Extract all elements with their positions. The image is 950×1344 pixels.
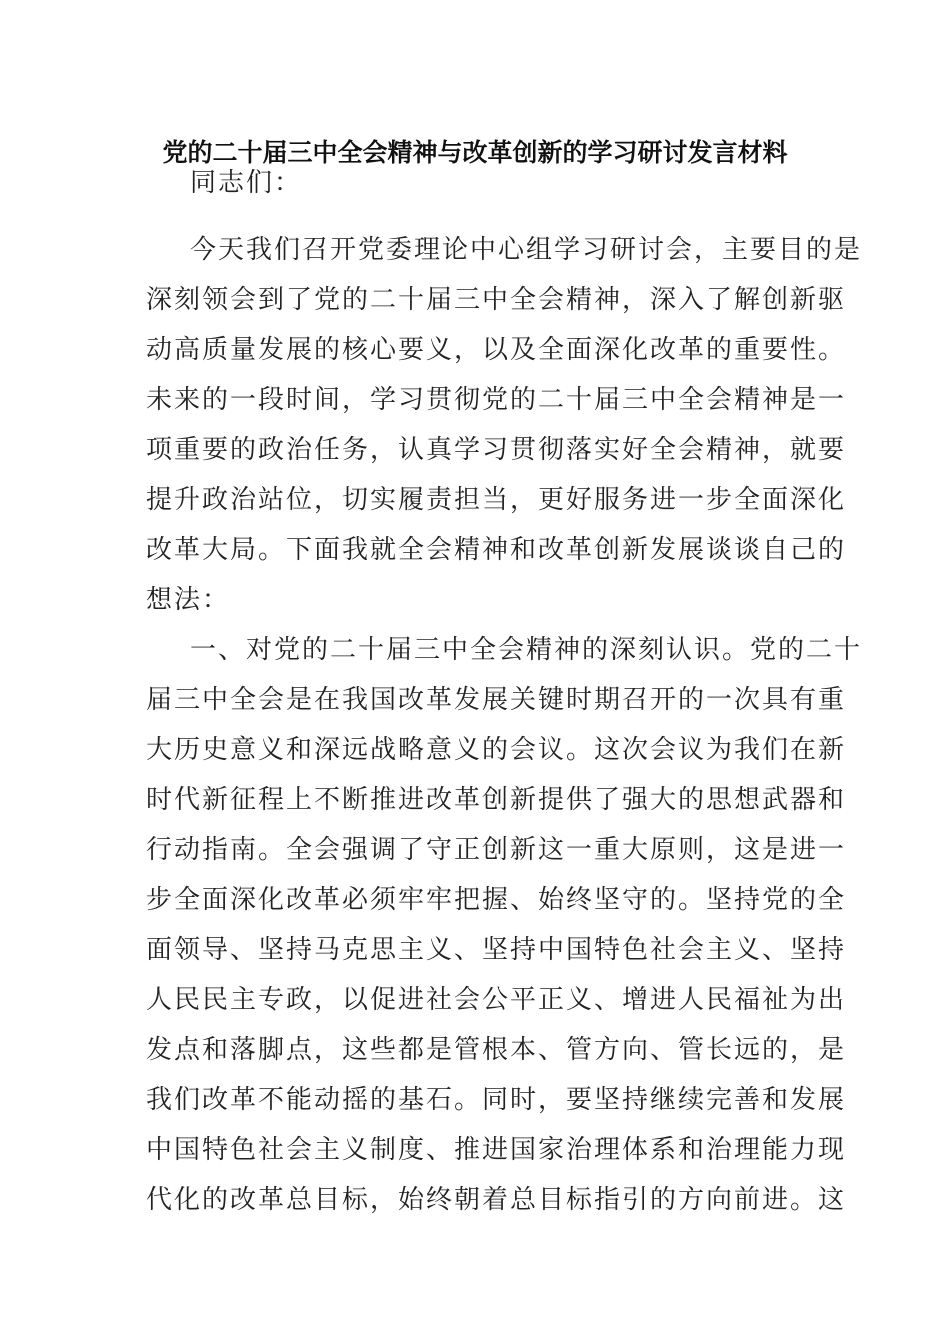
paragraph-line: 想法：: [146, 585, 231, 615]
paragraph-line: 大历史意义和深远战略意义的会议。这次会议为我们在新: [146, 735, 847, 765]
paragraph-line: 动高质量发展的核心要义，以及全面深化改革的重要性。: [146, 335, 847, 365]
paragraph-line: 时代新征程上不断推进改革创新提供了强大的思想武器和: [146, 785, 847, 815]
paragraph-line: 步全面深化改革必须牢牢把握、始终坚守的。坚持党的全: [146, 885, 847, 915]
paragraph-line: 中国特色社会主义制度、推进国家治理体系和治理能力现: [146, 1135, 847, 1165]
paragraph-line: 一、对党的二十届三中全会精神的深刻认识。党的二十: [190, 635, 863, 665]
paragraph-line: 发点和落脚点，这些都是管根本、管方向、管长远的，是: [146, 1035, 847, 1065]
paragraph-line: 项重要的政治任务，认真学习贯彻落实好全会精神，就要: [146, 435, 847, 465]
paragraph-line: 我们改革不能动摇的基石。同时，要坚持继续完善和发展: [146, 1085, 847, 1115]
paragraph-line: 面领导、坚持马克思主义、坚持中国特色社会主义、坚持: [146, 935, 847, 965]
paragraph-line: 届三中全会是在我国改革发展关键时期召开的一次具有重: [146, 685, 847, 715]
paragraph-line: 改革大局。下面我就全会精神和改革创新发展谈谈自己的: [146, 535, 847, 565]
paragraph-line: 未来的一段时间，学习贯彻党的二十届三中全会精神是一: [146, 385, 847, 415]
greeting-line: 同志们：: [190, 168, 303, 198]
paragraph-line: 代化的改革总目标，始终朝着总目标指引的方向前进。这: [146, 1185, 847, 1215]
paragraph-line: 深刻领会到了党的二十届三中全会精神，深入了解创新驱: [146, 285, 847, 315]
greeting-paragraph: [146, 158, 806, 208]
paragraph-line: 人民民主专政，以促进社会公平正义、增进人民福祉为出: [146, 985, 847, 1015]
document-title: 党的二十届三中全会精神与改革创新的学习研讨发言材料: [162, 138, 788, 167]
paragraph-line: 行动指南。全会强调了守正创新这一重大原则，这是进一: [146, 835, 847, 865]
paragraph-line: 提升政治站位，切实履责担当，更好服务进一步全面深化: [146, 485, 847, 515]
paragraph-line: 今天我们召开党委理论中心组学习研讨会，主要目的是: [190, 235, 863, 265]
paragraph-1: [146, 225, 863, 625]
paragraph-2: [146, 625, 863, 1225]
